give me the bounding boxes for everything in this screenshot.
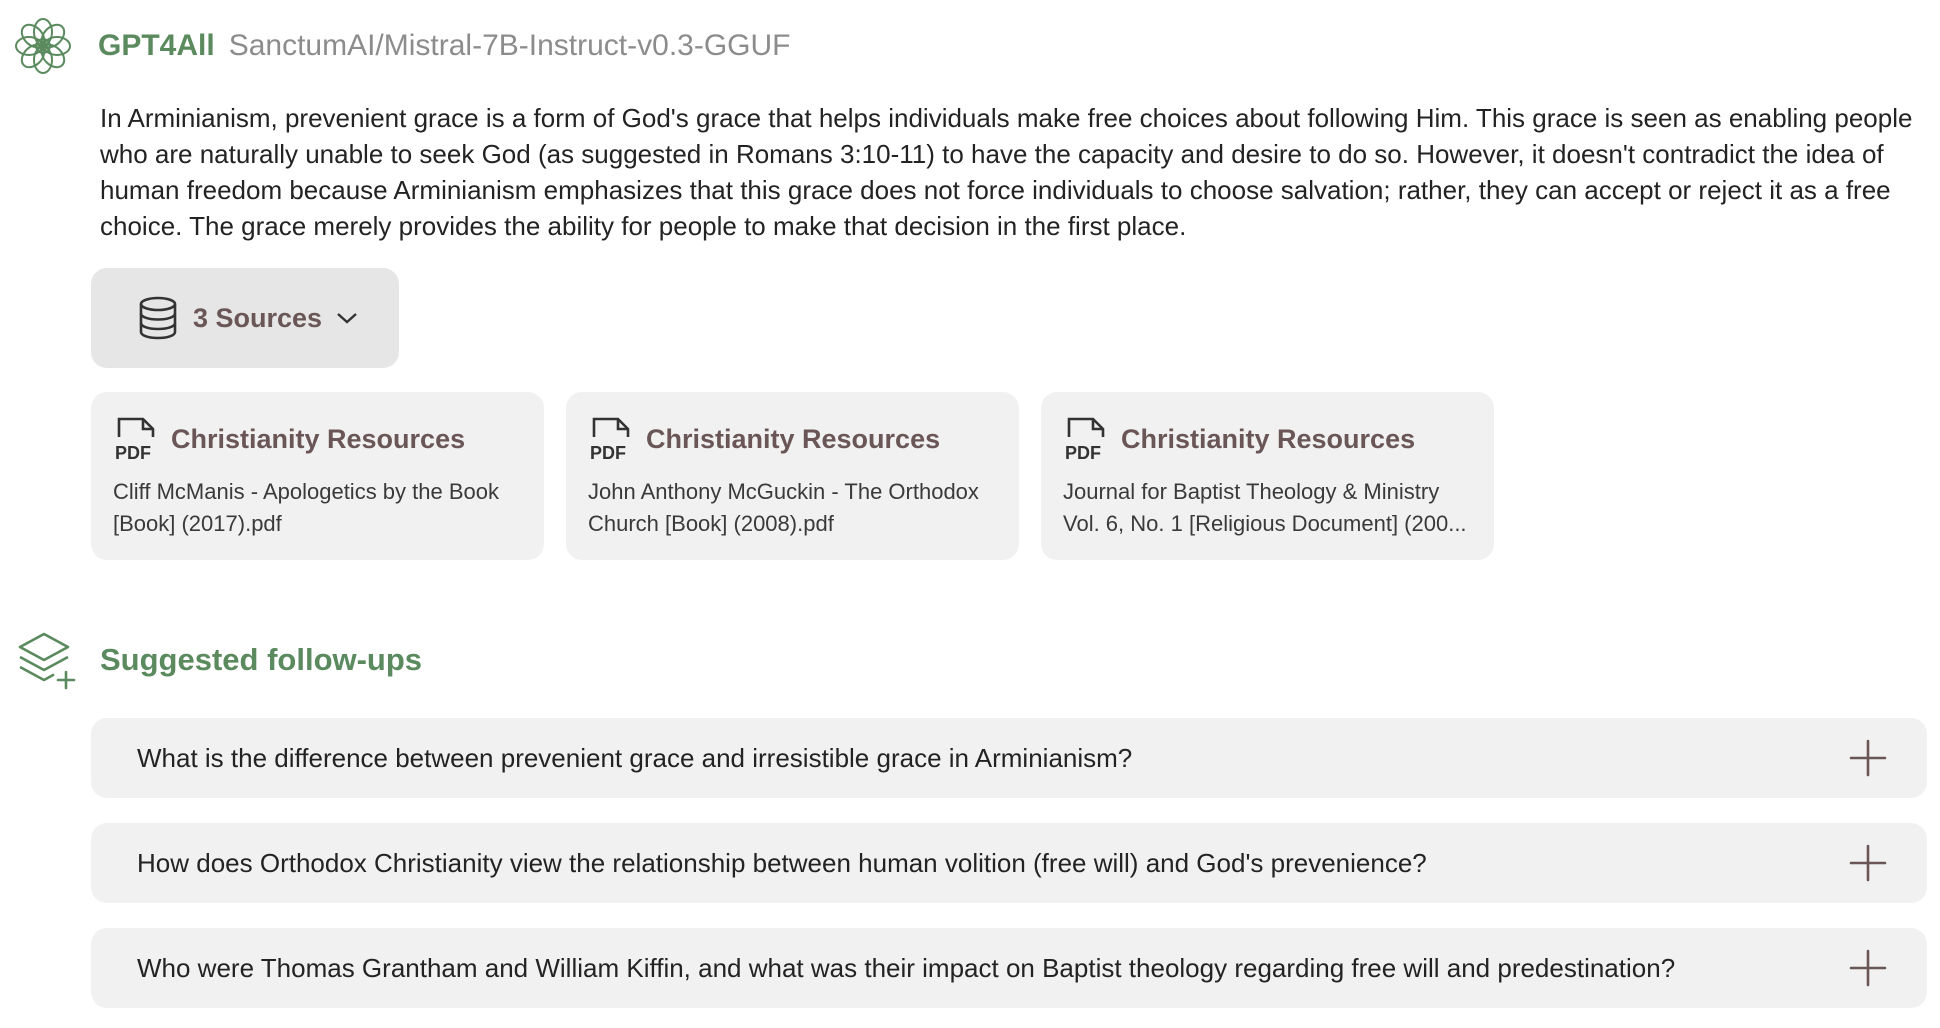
svg-text:PDF: PDF xyxy=(115,443,151,463)
plus-icon[interactable] xyxy=(1849,844,1887,882)
pdf-file-icon xyxy=(588,415,634,463)
source-file-name: John Anthony McGuckin - The Orthodox Church [Book] (2008).pdf xyxy=(588,479,979,536)
sources-toggle-button[interactable] xyxy=(91,268,399,368)
followups-title: Suggested follow-ups xyxy=(100,642,423,677)
database-icon xyxy=(135,295,181,341)
followup-suggestion[interactable] xyxy=(91,823,1927,903)
svg-text:PDF: PDF xyxy=(590,443,626,463)
source-card[interactable] xyxy=(566,392,1019,560)
pdf-file-icon xyxy=(113,415,159,463)
followup-text: What is the difference between prevenient grace and irresistible grace in Arminianism? xyxy=(137,742,1133,773)
chevron-down-icon xyxy=(336,311,358,325)
message-header xyxy=(12,14,791,78)
source-file-name: Cliff McManis - Apologetics by the Book [Book] (2017).pdf xyxy=(113,479,499,536)
svg-text:PDF: PDF xyxy=(1065,443,1101,463)
followup-suggestion[interactable] xyxy=(91,718,1927,798)
assistant-message: In Arminianism, prevenient grace is a form of God's grace that helps individuals make free choices about following Him. This grace is seen as enabling people who are naturally unable to seek God (as suggested in Romans 3:10-11) to have the capacity and desire to do so. However, it doesn't contradict the idea of human freedom because Arminianism emphasizes that this grace does not force individuals to choose salvation; rather, they can accept or reject it as a free choice. The grace merely provides the ability for people to make that decision in the first place. xyxy=(100,103,1913,241)
followup-text: How does Orthodox Christianity view the relationship between human volition (free will) and God's prevenience? xyxy=(137,847,1427,878)
source-cards xyxy=(91,392,1494,560)
plus-icon[interactable] xyxy=(1849,739,1887,777)
pdf-file-icon xyxy=(1063,415,1109,463)
source-card[interactable] xyxy=(91,392,544,560)
gpt4all-logo-icon xyxy=(12,15,74,77)
source-file-name: Journal for Baptist Theology & Ministry Vol. 6, No. 1 [Religious Document] (200... xyxy=(1063,479,1467,536)
followup-suggestion[interactable] xyxy=(91,928,1927,1008)
model-name: SanctumAI/Mistral-7B-Instruct-v0.3-GGUF xyxy=(228,29,791,62)
app-name: GPT4All xyxy=(98,29,215,62)
source-card[interactable] xyxy=(1041,392,1494,560)
source-collection-title: Christianity Resources xyxy=(171,423,466,454)
source-collection-title: Christianity Resources xyxy=(1121,423,1416,454)
layers-plus-icon xyxy=(18,630,78,690)
plus-icon[interactable] xyxy=(1849,949,1887,987)
followup-text: Who were Thomas Grantham and William Kiffin, and what was their impact on Baptist theology regarding free will and predestination? xyxy=(137,952,1676,983)
sources-count-label: 3 Sources xyxy=(193,302,323,333)
followups-header xyxy=(18,628,422,692)
source-collection-title: Christianity Resources xyxy=(646,423,941,454)
